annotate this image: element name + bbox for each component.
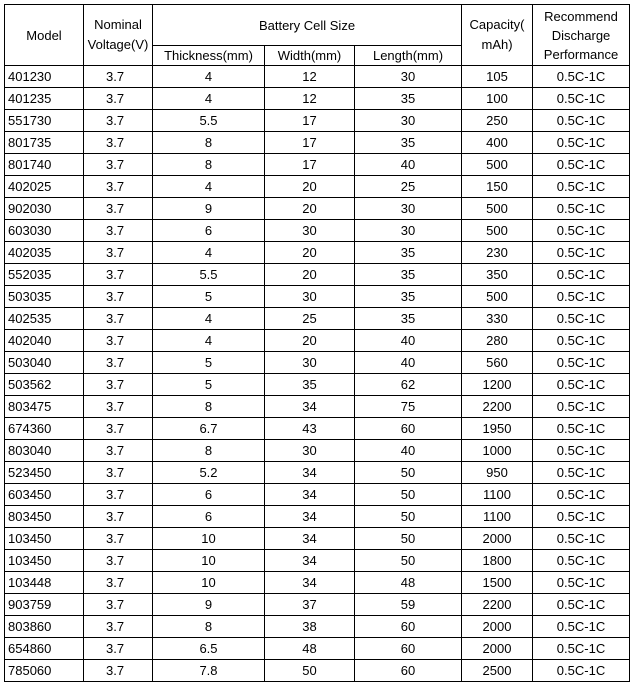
- cell-voltage: 3.7: [84, 154, 153, 176]
- cell-model: 402535: [5, 308, 84, 330]
- cell-model: 402040: [5, 330, 84, 352]
- cell-length: 50: [355, 484, 462, 506]
- cell-voltage: 3.7: [84, 550, 153, 572]
- table-row: [5, 550, 630, 572]
- cell-voltage: 3.7: [84, 352, 153, 374]
- cell-discharge: 0.5C-1C: [533, 176, 630, 198]
- cell-thickness: 4: [153, 242, 265, 264]
- cell-width: 30: [265, 352, 355, 374]
- cell-discharge: 0.5C-1C: [533, 638, 630, 660]
- cell-voltage: 3.7: [84, 660, 153, 682]
- cell-length: 40: [355, 154, 462, 176]
- cell-discharge: 0.5C-1C: [533, 594, 630, 616]
- cell-width: 30: [265, 286, 355, 308]
- cell-model: 551730: [5, 110, 84, 132]
- cell-capacity: 230: [462, 242, 533, 264]
- cell-thickness: 4: [153, 88, 265, 110]
- table-row: [5, 506, 630, 528]
- cell-voltage: 3.7: [84, 242, 153, 264]
- cell-capacity: 105: [462, 66, 533, 88]
- cell-thickness: 4: [153, 330, 265, 352]
- cell-thickness: 6.5: [153, 638, 265, 660]
- cell-length: 25: [355, 176, 462, 198]
- cell-thickness: 9: [153, 198, 265, 220]
- cell-discharge: 0.5C-1C: [533, 506, 630, 528]
- cell-discharge: 0.5C-1C: [533, 418, 630, 440]
- cell-model: 402025: [5, 176, 84, 198]
- cell-capacity: 350: [462, 264, 533, 286]
- cell-voltage: 3.7: [84, 308, 153, 330]
- cell-model: 603450: [5, 484, 84, 506]
- header-discharge-performance: [533, 5, 630, 66]
- cell-voltage: 3.7: [84, 418, 153, 440]
- table-row: [5, 484, 630, 506]
- cell-model: 103448: [5, 572, 84, 594]
- header-voltage-line1: Nominal: [94, 17, 142, 32]
- cell-length: 30: [355, 220, 462, 242]
- cell-discharge: 0.5C-1C: [533, 660, 630, 682]
- table-row: [5, 286, 630, 308]
- cell-discharge: 0.5C-1C: [533, 396, 630, 418]
- table-header: [5, 5, 630, 66]
- cell-length: 59: [355, 594, 462, 616]
- header-capacity-line2: mAh): [481, 37, 513, 52]
- table-row: [5, 308, 630, 330]
- cell-width: 17: [265, 154, 355, 176]
- cell-width: 17: [265, 110, 355, 132]
- cell-model: 401230: [5, 66, 84, 88]
- cell-voltage: 3.7: [84, 110, 153, 132]
- cell-length: 50: [355, 550, 462, 572]
- cell-capacity: 1950: [462, 418, 533, 440]
- cell-voltage: 3.7: [84, 330, 153, 352]
- cell-capacity: 2500: [462, 660, 533, 682]
- cell-length: 75: [355, 396, 462, 418]
- cell-discharge: 0.5C-1C: [533, 154, 630, 176]
- cell-model: 503040: [5, 352, 84, 374]
- cell-model: 803450: [5, 506, 84, 528]
- table-row: [5, 594, 630, 616]
- cell-discharge: 0.5C-1C: [533, 550, 630, 572]
- header-model: Model: [5, 5, 84, 66]
- cell-thickness: 5.5: [153, 264, 265, 286]
- cell-thickness: 8: [153, 616, 265, 638]
- cell-model: 903759: [5, 594, 84, 616]
- cell-discharge: 0.5C-1C: [533, 264, 630, 286]
- cell-width: 34: [265, 528, 355, 550]
- cell-width: 35: [265, 374, 355, 396]
- cell-width: 48: [265, 638, 355, 660]
- table-row: [5, 154, 630, 176]
- cell-length: 50: [355, 506, 462, 528]
- cell-capacity: 1100: [462, 506, 533, 528]
- cell-width: 43: [265, 418, 355, 440]
- cell-width: 34: [265, 550, 355, 572]
- table-row: [5, 528, 630, 550]
- cell-length: 35: [355, 132, 462, 154]
- header-nominal-voltage: [84, 5, 153, 66]
- cell-thickness: 4: [153, 66, 265, 88]
- cell-length: 40: [355, 440, 462, 462]
- table-row: [5, 660, 630, 682]
- cell-length: 48: [355, 572, 462, 594]
- cell-discharge: 0.5C-1C: [533, 242, 630, 264]
- table-row: [5, 132, 630, 154]
- cell-discharge: 0.5C-1C: [533, 132, 630, 154]
- cell-model: 402035: [5, 242, 84, 264]
- table-row: [5, 242, 630, 264]
- cell-width: 38: [265, 616, 355, 638]
- cell-length: 50: [355, 528, 462, 550]
- cell-discharge: 0.5C-1C: [533, 88, 630, 110]
- cell-voltage: 3.7: [84, 396, 153, 418]
- cell-length: 60: [355, 638, 462, 660]
- cell-thickness: 6: [153, 484, 265, 506]
- cell-voltage: 3.7: [84, 462, 153, 484]
- cell-discharge: 0.5C-1C: [533, 110, 630, 132]
- cell-capacity: 500: [462, 220, 533, 242]
- cell-model: 902030: [5, 198, 84, 220]
- cell-voltage: 3.7: [84, 198, 153, 220]
- table-row: [5, 352, 630, 374]
- cell-discharge: 0.5C-1C: [533, 286, 630, 308]
- cell-thickness: 10: [153, 572, 265, 594]
- cell-width: 34: [265, 484, 355, 506]
- cell-width: 12: [265, 66, 355, 88]
- cell-capacity: 2200: [462, 396, 533, 418]
- table-row: [5, 638, 630, 660]
- cell-capacity: 1800: [462, 550, 533, 572]
- cell-discharge: 0.5C-1C: [533, 616, 630, 638]
- cell-length: 62: [355, 374, 462, 396]
- cell-voltage: 3.7: [84, 594, 153, 616]
- cell-capacity: 2200: [462, 594, 533, 616]
- cell-capacity: 150: [462, 176, 533, 198]
- cell-width: 25: [265, 308, 355, 330]
- table-row: [5, 88, 630, 110]
- cell-model: 603030: [5, 220, 84, 242]
- cell-capacity: 1500: [462, 572, 533, 594]
- cell-voltage: 3.7: [84, 132, 153, 154]
- cell-width: 34: [265, 572, 355, 594]
- header-length: Length(mm): [355, 46, 462, 66]
- cell-discharge: 0.5C-1C: [533, 352, 630, 374]
- cell-voltage: 3.7: [84, 176, 153, 198]
- cell-thickness: 5: [153, 286, 265, 308]
- cell-discharge: 0.5C-1C: [533, 374, 630, 396]
- battery-spec-table: [4, 4, 630, 682]
- table-row: [5, 572, 630, 594]
- cell-thickness: 7.8: [153, 660, 265, 682]
- table-row: [5, 418, 630, 440]
- cell-length: 40: [355, 352, 462, 374]
- cell-thickness: 6: [153, 220, 265, 242]
- cell-capacity: 500: [462, 198, 533, 220]
- cell-width: 34: [265, 462, 355, 484]
- cell-voltage: 3.7: [84, 506, 153, 528]
- cell-length: 35: [355, 88, 462, 110]
- cell-width: 30: [265, 440, 355, 462]
- cell-length: 40: [355, 330, 462, 352]
- cell-discharge: 0.5C-1C: [533, 198, 630, 220]
- cell-discharge: 0.5C-1C: [533, 440, 630, 462]
- table-row: [5, 198, 630, 220]
- header-voltage-line2: Voltage(V): [87, 37, 149, 52]
- cell-width: 20: [265, 330, 355, 352]
- cell-length: 30: [355, 110, 462, 132]
- header-width: Width(mm): [265, 46, 355, 66]
- cell-capacity: 400: [462, 132, 533, 154]
- cell-capacity: 1200: [462, 374, 533, 396]
- table-row: [5, 264, 630, 286]
- cell-width: 17: [265, 132, 355, 154]
- cell-discharge: 0.5C-1C: [533, 484, 630, 506]
- cell-length: 35: [355, 308, 462, 330]
- table-row: [5, 616, 630, 638]
- table-row: [5, 110, 630, 132]
- cell-width: 37: [265, 594, 355, 616]
- cell-capacity: 1100: [462, 484, 533, 506]
- cell-thickness: 8: [153, 440, 265, 462]
- cell-width: 20: [265, 264, 355, 286]
- header-discharge-line3: Performance: [543, 46, 619, 62]
- cell-model: 103450: [5, 528, 84, 550]
- table-body: [5, 66, 630, 682]
- cell-width: 20: [265, 242, 355, 264]
- cell-discharge: 0.5C-1C: [533, 66, 630, 88]
- cell-width: 34: [265, 396, 355, 418]
- cell-length: 60: [355, 660, 462, 682]
- cell-length: 60: [355, 616, 462, 638]
- cell-discharge: 0.5C-1C: [533, 572, 630, 594]
- cell-voltage: 3.7: [84, 286, 153, 308]
- cell-width: 30: [265, 220, 355, 242]
- cell-model: 785060: [5, 660, 84, 682]
- cell-capacity: 2000: [462, 528, 533, 550]
- cell-voltage: 3.7: [84, 616, 153, 638]
- header-capacity-line1: Capacity(: [469, 17, 525, 32]
- cell-thickness: 8: [153, 132, 265, 154]
- cell-discharge: 0.5C-1C: [533, 330, 630, 352]
- cell-thickness: 4: [153, 176, 265, 198]
- cell-capacity: 560: [462, 352, 533, 374]
- cell-capacity: 500: [462, 154, 533, 176]
- cell-model: 654860: [5, 638, 84, 660]
- cell-width: 50: [265, 660, 355, 682]
- cell-voltage: 3.7: [84, 528, 153, 550]
- cell-length: 30: [355, 66, 462, 88]
- cell-model: 803475: [5, 396, 84, 418]
- cell-voltage: 3.7: [84, 638, 153, 660]
- cell-model: 523450: [5, 462, 84, 484]
- cell-voltage: 3.7: [84, 484, 153, 506]
- cell-capacity: 950: [462, 462, 533, 484]
- header-row-1: [5, 5, 630, 46]
- cell-voltage: 3.7: [84, 220, 153, 242]
- cell-voltage: 3.7: [84, 88, 153, 110]
- cell-width: 34: [265, 506, 355, 528]
- cell-capacity: 500: [462, 286, 533, 308]
- table-row: [5, 330, 630, 352]
- cell-thickness: 8: [153, 396, 265, 418]
- cell-discharge: 0.5C-1C: [533, 528, 630, 550]
- cell-voltage: 3.7: [84, 572, 153, 594]
- cell-thickness: 10: [153, 528, 265, 550]
- cell-model: 552035: [5, 264, 84, 286]
- cell-model: 103450: [5, 550, 84, 572]
- cell-width: 12: [265, 88, 355, 110]
- cell-thickness: 4: [153, 308, 265, 330]
- cell-thickness: 6.7: [153, 418, 265, 440]
- cell-model: 801735: [5, 132, 84, 154]
- header-discharge-line2: Discharge: [551, 27, 611, 43]
- header-capacity: [462, 5, 533, 66]
- cell-thickness: 10: [153, 550, 265, 572]
- cell-thickness: 8: [153, 154, 265, 176]
- table-row: [5, 374, 630, 396]
- cell-capacity: 1000: [462, 440, 533, 462]
- cell-thickness: 5: [153, 374, 265, 396]
- cell-model: 674360: [5, 418, 84, 440]
- cell-model: 801740: [5, 154, 84, 176]
- cell-length: 35: [355, 242, 462, 264]
- table-row: [5, 462, 630, 484]
- header-battery-cell-size: Battery Cell Size: [153, 5, 462, 46]
- cell-width: 20: [265, 176, 355, 198]
- cell-length: 35: [355, 286, 462, 308]
- table-row: [5, 396, 630, 418]
- cell-width: 20: [265, 198, 355, 220]
- cell-thickness: 5.5: [153, 110, 265, 132]
- cell-capacity: 280: [462, 330, 533, 352]
- cell-capacity: 250: [462, 110, 533, 132]
- cell-voltage: 3.7: [84, 264, 153, 286]
- cell-model: 503562: [5, 374, 84, 396]
- cell-capacity: 2000: [462, 616, 533, 638]
- cell-voltage: 3.7: [84, 440, 153, 462]
- cell-model: 401235: [5, 88, 84, 110]
- cell-voltage: 3.7: [84, 374, 153, 396]
- header-discharge-line1: Recommend: [544, 8, 618, 24]
- cell-discharge: 0.5C-1C: [533, 462, 630, 484]
- header-thickness: Thickness(mm): [153, 46, 265, 66]
- cell-capacity: 100: [462, 88, 533, 110]
- cell-capacity: 2000: [462, 638, 533, 660]
- cell-discharge: 0.5C-1C: [533, 308, 630, 330]
- cell-length: 30: [355, 198, 462, 220]
- cell-length: 50: [355, 462, 462, 484]
- table-row: [5, 440, 630, 462]
- table-row: [5, 66, 630, 88]
- cell-model: 503035: [5, 286, 84, 308]
- cell-voltage: 3.7: [84, 66, 153, 88]
- cell-length: 60: [355, 418, 462, 440]
- cell-thickness: 6: [153, 506, 265, 528]
- cell-thickness: 9: [153, 594, 265, 616]
- cell-thickness: 5: [153, 352, 265, 374]
- cell-length: 35: [355, 264, 462, 286]
- cell-thickness: 5.2: [153, 462, 265, 484]
- cell-discharge: 0.5C-1C: [533, 220, 630, 242]
- table-row: [5, 176, 630, 198]
- cell-model: 803860: [5, 616, 84, 638]
- table-row: [5, 220, 630, 242]
- cell-model: 803040: [5, 440, 84, 462]
- cell-capacity: 330: [462, 308, 533, 330]
